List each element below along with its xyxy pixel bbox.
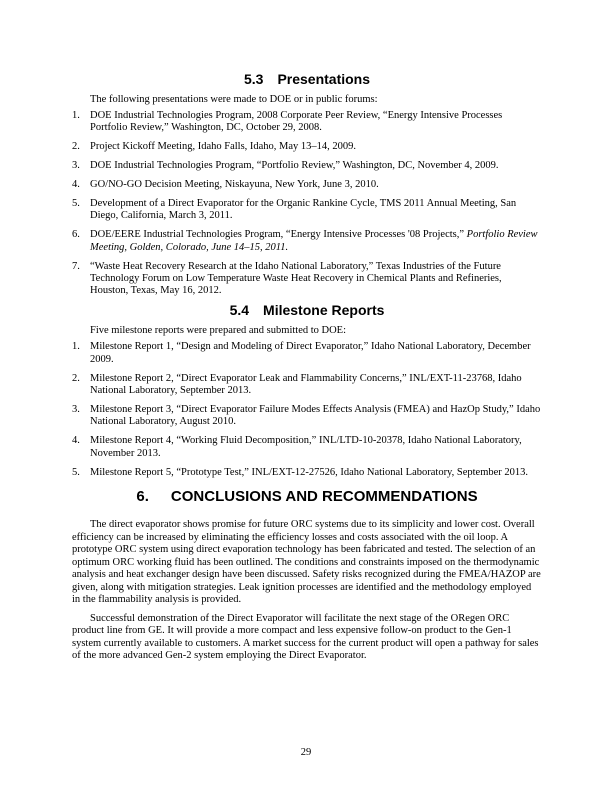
list-item — [72, 261, 542, 298]
milestones-intro: Five milestone reports were prepared and submitted to DOE: — [90, 325, 347, 337]
item-text: Milestone Report 1, “Design and Modeling of Direct Evaporator,” Idaho National Laboratory, December 2009. — [90, 341, 531, 365]
section-title: Presentations — [277, 71, 371, 87]
item-text: Milestone Report 3, “Direct Evaporator Failure Modes Effects Analysis (FMEA) and HazOp Study,” Idaho National Laboratory, August 2010. — [90, 404, 541, 428]
page-content — [72, 70, 542, 669]
section-number: 5.4 — [229, 302, 250, 319]
chapter-title: CONCLUSIONS AND RECOMMENDATIONS — [170, 488, 478, 506]
list-item — [72, 198, 542, 223]
page-number: 29 — [300, 747, 312, 758]
presentations-intro: The following presentations were made to DOE or in public forums: — [90, 94, 378, 105]
item-text: Development of a Direct Evaporator for the Organic Rankine Cycle, TMS 2011 Annual Meeting, San Diego, California, March 3, 2011. — [90, 198, 517, 222]
item-number: 3. — [72, 160, 80, 172]
list-item — [72, 341, 542, 366]
item-number: 5. — [72, 198, 80, 210]
item-text: “Waste Heat Recovery Research at the Idaho National Laboratory,” Texas Industries of the Future Technology Forum on Low Temperature Waste Heat Recovery in Chemical Plants and Refineries, Houston, Texas, May 16, 2012. — [90, 260, 502, 297]
list-item — [72, 467, 542, 479]
list-item — [72, 141, 542, 153]
item-number: 7. — [72, 260, 80, 272]
section-number: 5.3 — [243, 71, 264, 87]
list-item — [72, 373, 542, 398]
item-number: 4. — [72, 179, 80, 191]
conclusions-paragraph: Successful demonstration of the Direct Evaporator will facilitate the next stage of the ORegen ORC product line from GE. It will provide a more compact and less expensive follow-on product to the Gen-1 system currently available to customers. A market success for the current product will open a pathway for sales of the more advanced Gen-2 system employing the Direct Evaporator. — [72, 612, 539, 662]
list-item — [72, 179, 542, 191]
item-text: Milestone Report 5, “Prototype Test,” INL/EXT-12-27526, Idaho National Laboratory, September 2013. — [90, 466, 529, 478]
list-item — [72, 229, 542, 254]
item-text: GO/NO-GO Decision Meeting, Niskayuna, New York, June 3, 2010. — [90, 179, 379, 191]
item-number: 1. — [72, 341, 80, 353]
item-number: 4. — [72, 435, 80, 447]
chapter-heading-conclusions — [72, 487, 542, 507]
item-text: DOE/EERE Industrial Technologies Program, “Energy Intensive Processes '08 Projects,” — [90, 229, 467, 241]
chapter-number: 6. — [136, 488, 149, 506]
list-item — [72, 435, 542, 460]
list-item — [72, 110, 542, 135]
item-text: Project Kickoff Meeting, Idaho Falls, Idaho, May 13–14, 2009. — [90, 141, 357, 153]
milestones-list — [72, 341, 542, 479]
item-number: 3. — [72, 404, 80, 415]
item-number: 5. — [72, 466, 80, 478]
item-text: DOE Industrial Technologies Program, “Portfolio Review,” Washington, DC, November 4, 2009. — [90, 160, 499, 172]
presentations-list — [72, 110, 542, 298]
item-number: 1. — [72, 110, 80, 121]
item-text: Milestone Report 2, “Direct Evaporator Leak and Flammability Concerns,” INL/EXT-11-23768, Idaho National Laboratory, September 2013. — [90, 372, 522, 397]
item-text-italic: Portfolio Review Meeting, Golden, Colorado, June 14–15, 2011. — [90, 229, 538, 253]
item-number: 2. — [72, 372, 80, 384]
list-item — [72, 160, 542, 172]
section-title: Milestone Reports — [263, 302, 385, 319]
conclusions-paragraph: The direct evaporator shows promise for future ORC systems due to its simplicity and lower cost. Overall efficiency can be increased by eliminating the efficiency losses and costs associated with the oil loop. A prototype ORC system using direct evaporation technology has been fabricated and tested. The selection of an optimum ORC working fluid has been outlined. The conditions and constraints imposed on the thermodynamic analysis and heat exchanger design have been discussed. Safety risks recognized during the FMEA/HAZOP are given, along with mitigation strategies. Leak ignition processes are identified and the methodology employed in the flammability analysis is provided. — [72, 519, 541, 606]
item-number: 6. — [72, 229, 80, 241]
section-heading-milestones — [72, 301, 542, 319]
item-number: 2. — [72, 141, 80, 153]
section-heading-presentations — [72, 70, 542, 88]
item-text: Milestone Report 4, “Working Fluid Decomposition,” INL/LTD-10-20378, Idaho National Laboratory, November 2013. — [90, 435, 522, 459]
item-text: DOE Industrial Technologies Program, 2008 Corporate Peer Review, “Energy Intensive Processes Portfolio Review,” Washington, DC, October 29, 2008. — [90, 110, 503, 134]
list-item — [72, 404, 542, 429]
